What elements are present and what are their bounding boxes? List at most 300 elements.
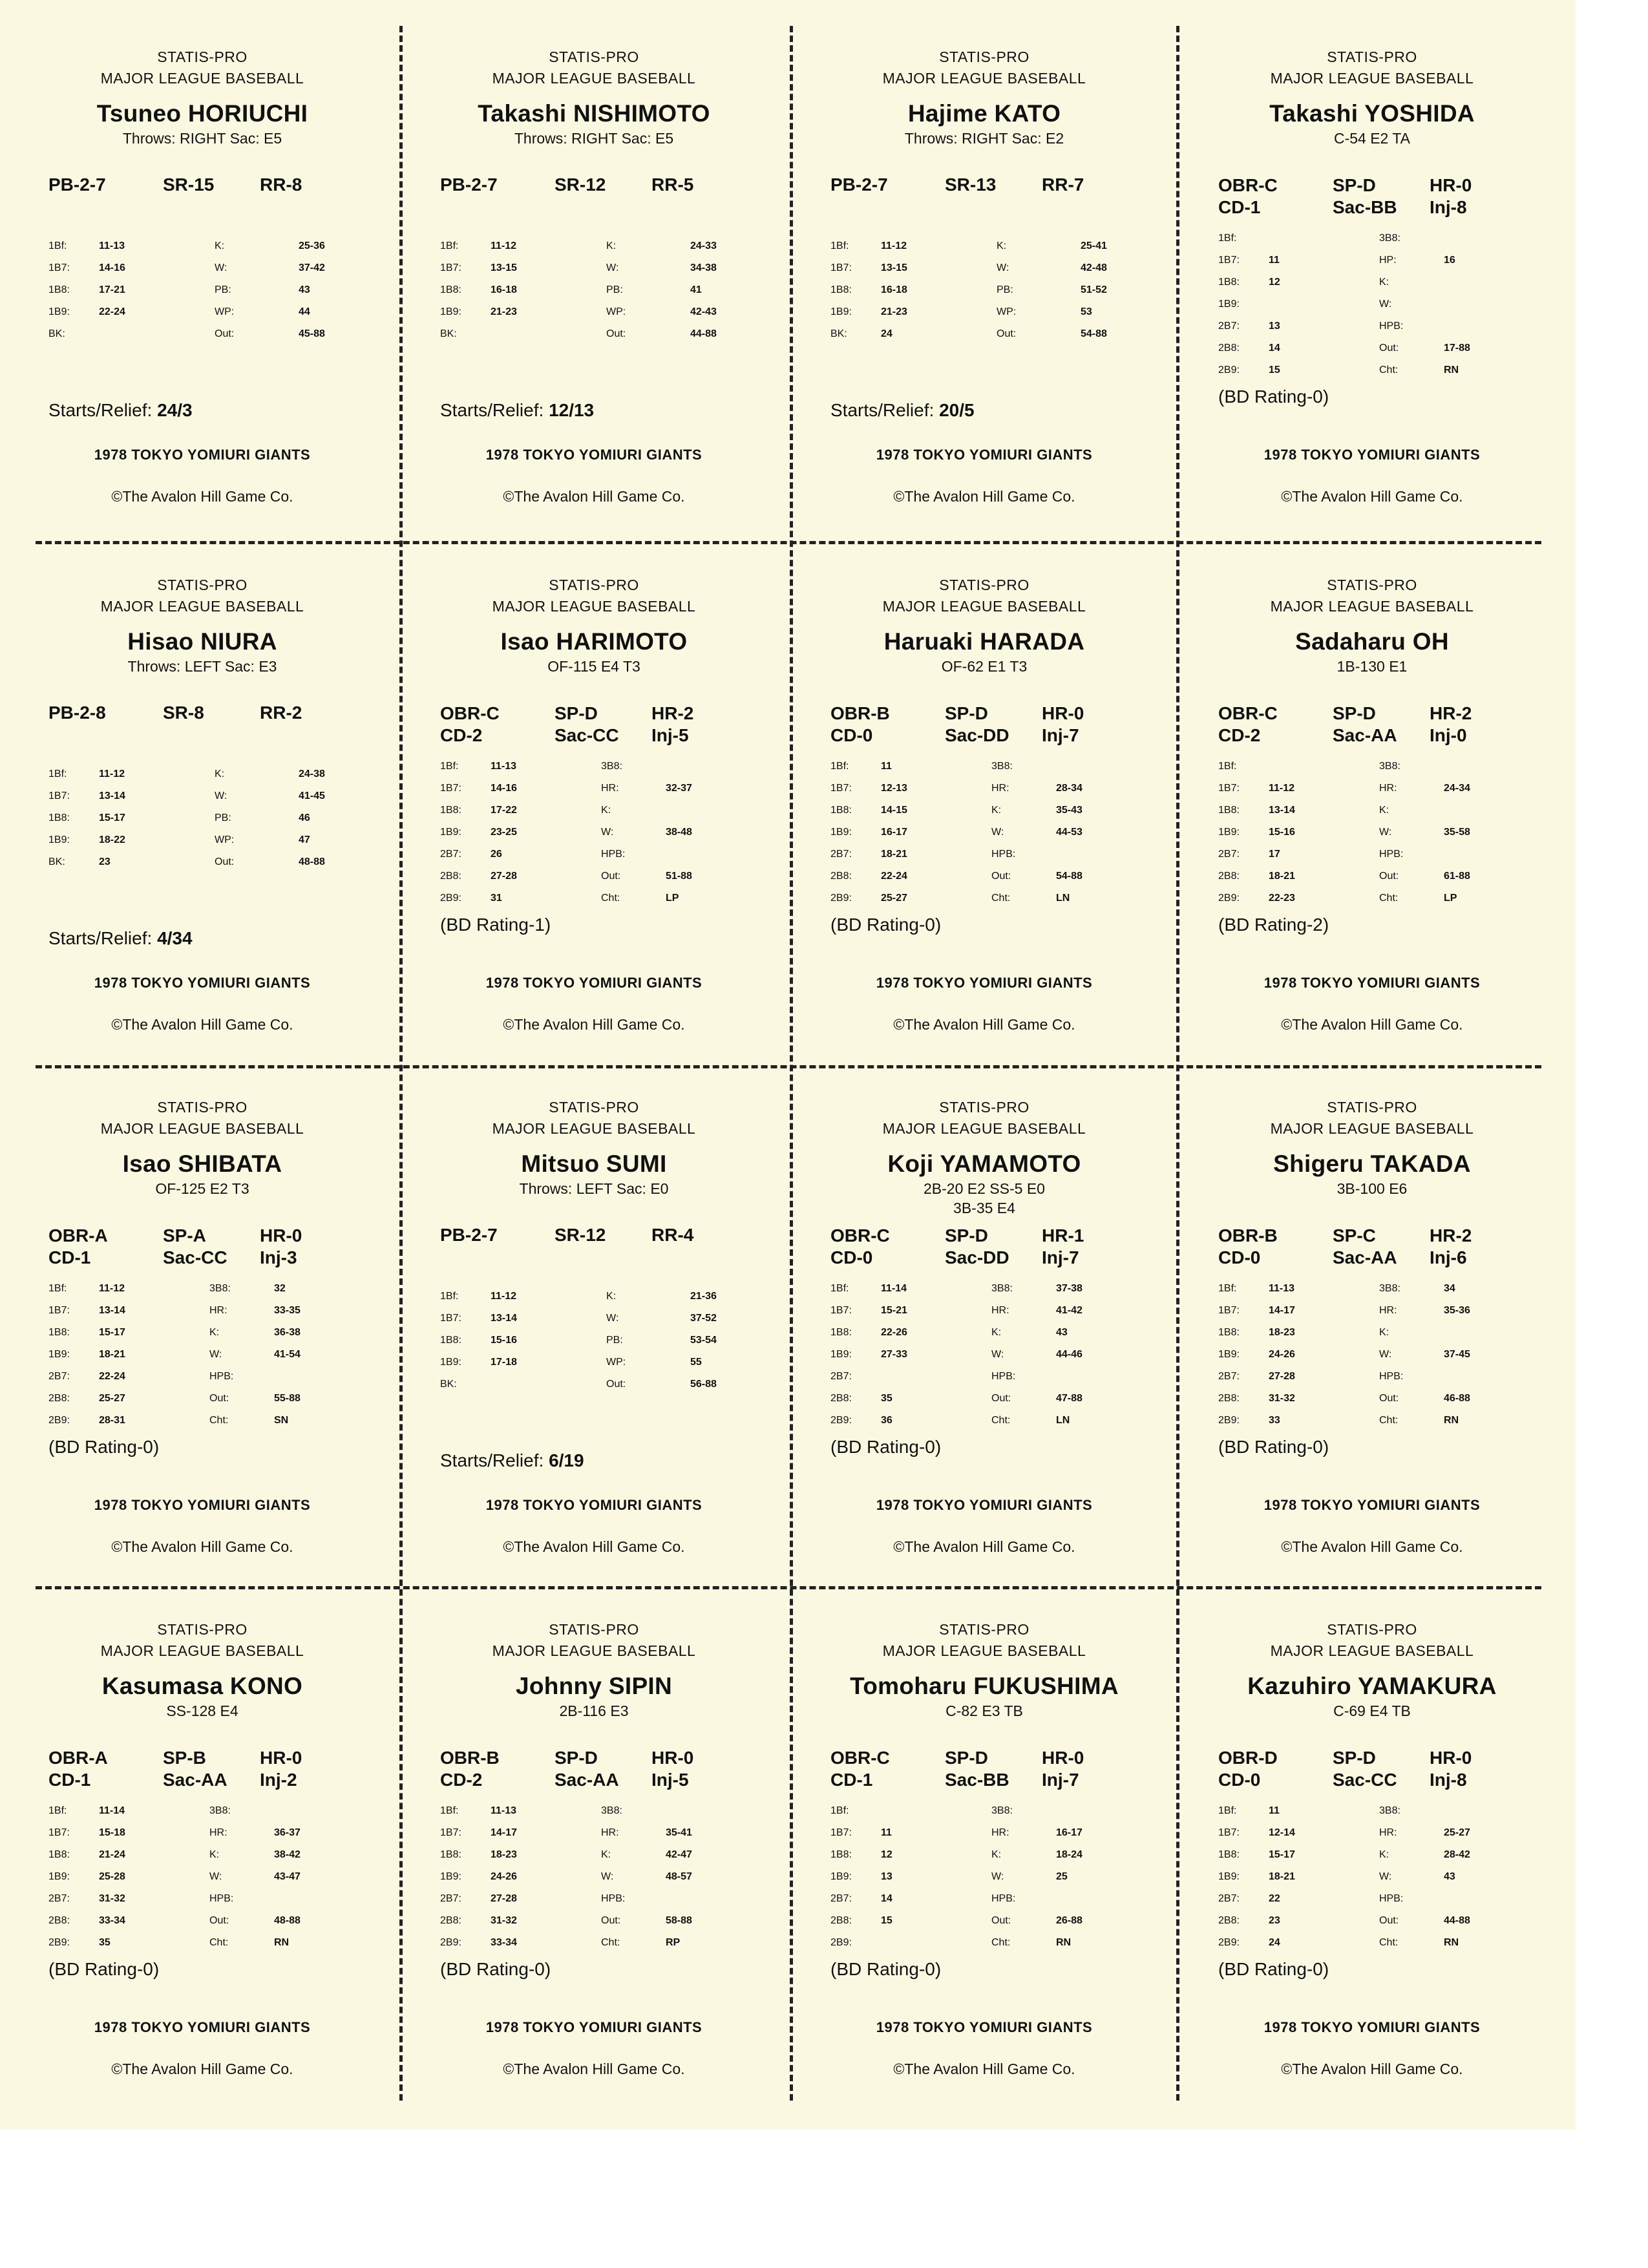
player-card	[1178, 1582, 1567, 2112]
dice-row-left-label: 1Bf:	[830, 1283, 849, 1294]
bd-rating: (BD Rating-0)	[440, 1959, 551, 1979]
inj-rating: Inj-7	[1042, 725, 1079, 745]
player-name: Takashi NISHIMOTO	[478, 100, 710, 127]
cd-rating: CD-1	[48, 1770, 91, 1790]
dice-row-left-value: 35	[99, 1937, 111, 1948]
dice-row-left-label: 2B8:	[440, 871, 461, 882]
dice-row-right-value: 43	[1444, 1871, 1455, 1882]
dice-row-right-label: Cht:	[1379, 365, 1399, 376]
sp-rating: SP-A	[163, 1225, 206, 1245]
dice-row-right-value: 55	[690, 1357, 702, 1368]
dice-row-left	[440, 284, 517, 306]
sp-rating: SP-D	[945, 703, 988, 723]
dice-row-right-label: W:	[606, 1313, 619, 1324]
dice-row-left-label: 2B9:	[830, 893, 852, 904]
dice-row-left	[440, 1915, 517, 1937]
dice-row-right-label: Out:	[1379, 1393, 1399, 1404]
sp-rating: SP-D	[1333, 703, 1376, 723]
dice-row-left-label: 2B8:	[1218, 1393, 1240, 1404]
copyright-notice: ©The Avalon Hill Game Co.	[1281, 1538, 1463, 1555]
dice-row-right-value: 32-37	[666, 783, 692, 794]
dice-row-left-label: 2B8:	[830, 1915, 852, 1926]
card-header-league: MAJOR LEAGUE BASEBALL	[492, 1642, 696, 1659]
dice-row-left	[48, 1915, 125, 1937]
dice-row-left-label: 1B7:	[440, 1313, 461, 1324]
dice-row-left	[48, 1937, 111, 1959]
dice-row-left	[1218, 1327, 1295, 1349]
dice-row-left-value: 21-24	[99, 1849, 125, 1860]
team-name: 1978 TOKYO YOMIURI GIANTS	[94, 447, 311, 463]
dice-row-right	[601, 1937, 681, 1959]
dice-row-right-label: K:	[215, 240, 225, 251]
dice-row-right-label: Cht:	[601, 1937, 620, 1948]
dice-row-left-label: 1B7:	[1218, 783, 1240, 794]
dice-row-right-label: 3B8:	[1379, 233, 1400, 244]
sp-rating: SP-D	[945, 1225, 988, 1245]
rr-rating: RR-8	[260, 175, 302, 195]
dice-row-right	[991, 1915, 1083, 1937]
dice-row-left-label: 1B9:	[48, 834, 70, 845]
player-position-line: 3B-100 E6	[1336, 1180, 1408, 1197]
dice-row-right	[991, 1349, 1083, 1371]
dice-row-left	[830, 1327, 907, 1349]
dice-row-left-value: 13-14	[491, 1313, 517, 1324]
dice-row-right	[601, 1849, 692, 1871]
sr-rating: SR-12	[555, 1225, 606, 1245]
dice-row-left	[830, 1415, 893, 1437]
dice-row-right-label: K:	[606, 1291, 617, 1302]
dice-row-right-value: 35-43	[1056, 805, 1083, 816]
dice-row-right-value: 44-88	[1444, 1915, 1470, 1926]
dice-row-left	[440, 827, 517, 849]
dice-row-left	[440, 240, 517, 262]
dice-row-right-value: 36-38	[274, 1327, 301, 1338]
dice-row-right-label: Out:	[606, 328, 626, 339]
copyright-notice: ©The Avalon Hill Game Co.	[503, 1538, 685, 1555]
dice-row-left-label: 2B9:	[1218, 1415, 1240, 1426]
dice-row-left-value: 13	[881, 1871, 893, 1882]
dice-row-left-value: 28-31	[99, 1415, 125, 1426]
bd-rating: (BD Rating-1)	[440, 915, 551, 935]
dice-row-left	[48, 328, 65, 350]
batter-ratings-1	[1178, 1748, 1567, 1770]
dice-row-right-value: 44-53	[1056, 827, 1083, 838]
dice-row-left	[1218, 1915, 1280, 1937]
dice-row-right-label: HPB:	[991, 1893, 1016, 1904]
player-card	[790, 10, 1179, 540]
dice-row-right	[209, 1827, 301, 1849]
dice-row-left	[48, 1349, 125, 1371]
dice-row-left-value: 27-28	[1269, 1371, 1295, 1382]
dice-row-left	[440, 871, 517, 893]
dice-row-right-label: Out:	[606, 1379, 626, 1390]
dice-row-left-value: 25-27	[881, 893, 907, 904]
dice-row-right-value: 41-54	[274, 1349, 301, 1360]
dice-row-right-value: 58-88	[666, 1915, 692, 1926]
dice-row-right-label: K:	[1379, 805, 1389, 816]
dice-row-right-value: 28-42	[1444, 1849, 1470, 1860]
dice-row-left-label: 2B7:	[48, 1893, 70, 1904]
dice-row-right-label: 3B8:	[991, 761, 1013, 772]
dice-row-right	[1379, 761, 1400, 783]
dice-row-left-value: 27-28	[491, 1893, 517, 1904]
dice-row-left	[48, 1393, 125, 1415]
bd-rating: (BD Rating-0)	[48, 1959, 160, 1979]
dice-row-left-label: 1B8:	[830, 805, 852, 816]
dice-row-left-value: 33	[1269, 1415, 1280, 1426]
dice-row-right	[997, 328, 1107, 350]
dice-row-left-label: 1B8:	[48, 284, 70, 295]
player-position-line-2: 3B-35 E4	[953, 1200, 1015, 1216]
dice-row-left	[48, 306, 125, 328]
dice-row-right-label: 3B8:	[1379, 1283, 1400, 1294]
dice-row-right-value: 55-88	[274, 1393, 301, 1404]
dice-row-left	[1218, 1393, 1295, 1415]
dice-row-left	[440, 1849, 517, 1871]
dice-row-right	[601, 1827, 692, 1849]
batter-ratings-2	[790, 1770, 1179, 1792]
dice-row-left	[1218, 277, 1280, 299]
dice-row-left	[440, 1335, 517, 1357]
starts-relief-value: 12/13	[549, 400, 595, 420]
sp-rating: SP-C	[1333, 1225, 1376, 1245]
dice-row-left-label: 1B9:	[830, 306, 852, 317]
dice-row-left-label: 2B8:	[1218, 343, 1240, 354]
dice-row-left-value: 17-21	[99, 284, 125, 295]
dice-row-left	[830, 1371, 852, 1393]
dice-row-right	[991, 1827, 1083, 1849]
dice-row-right-label: Cht:	[209, 1937, 229, 1948]
dice-row-right-label: HR:	[1379, 1305, 1397, 1316]
dice-row-right-value: LN	[1056, 893, 1070, 904]
dice-row-left-label: 2B7:	[830, 1371, 852, 1382]
dice-row-left-value: 11-12	[1269, 783, 1295, 794]
dice-row-right-label: K:	[1379, 1327, 1389, 1338]
bd-rating: (BD Rating-0)	[830, 1437, 942, 1457]
dice-row-left-label: 2B9:	[440, 1937, 461, 1948]
dice-row-left-label: 1B9:	[830, 827, 852, 838]
player-name: Isao HARIMOTO	[500, 628, 688, 655]
sac-rating: Sac-BB	[945, 1770, 1009, 1790]
dice-row-right	[601, 871, 692, 893]
dice-row-left	[830, 1805, 849, 1827]
dice-row-right-value: 48-88	[299, 856, 325, 867]
dice-row-left	[1218, 1827, 1295, 1849]
dice-row-left	[48, 1893, 125, 1915]
dice-row-left-value: 11-13	[99, 240, 125, 251]
dice-row-right-label: HR:	[991, 1827, 1009, 1838]
dice-row-right	[991, 871, 1083, 893]
dice-row-right-label: 3B8:	[991, 1283, 1013, 1294]
dice-row-left-label: 1B9:	[48, 1871, 70, 1882]
dice-row-left-value: 18-23	[1269, 1327, 1295, 1338]
hr-rating: HR-0	[1042, 703, 1084, 723]
dice-row-left	[48, 856, 111, 878]
dice-row-right	[1379, 255, 1455, 277]
dice-row-right	[991, 1415, 1070, 1437]
dice-row-left-value: 33-34	[491, 1937, 517, 1948]
dice-row-left-label: 1Bf:	[1218, 233, 1237, 244]
sp-rating: SP-D	[555, 1748, 598, 1768]
dice-row-left	[830, 871, 907, 893]
dice-row-left	[48, 1849, 125, 1871]
sac-rating: Sac-AA	[163, 1770, 227, 1790]
dice-row-left-label: 1B9:	[440, 1357, 461, 1368]
dice-row-right-label: HR:	[991, 783, 1009, 794]
dice-row-left-label: 1B7:	[830, 1305, 852, 1316]
dice-row-right-label: HPB:	[991, 849, 1016, 860]
dice-row-right	[606, 1313, 717, 1335]
batter-ratings-1	[1178, 703, 1567, 725]
dice-row-right-label: Out:	[1379, 343, 1399, 354]
dice-row-right	[997, 240, 1107, 262]
dice-row-left-label: 1B8:	[830, 1327, 852, 1338]
copyright-notice: ©The Avalon Hill Game Co.	[503, 488, 685, 505]
dice-row-right-value: RP	[666, 1937, 681, 1948]
obr-rating: OBR-C	[440, 703, 500, 723]
cd-rating: CD-2	[440, 725, 483, 745]
dice-row-right-label: HR:	[601, 1827, 619, 1838]
dice-row-left	[440, 805, 517, 827]
dice-row-right-value: SN	[274, 1415, 289, 1426]
player-name: Isao SHIBATA	[122, 1150, 282, 1177]
dice-row-right	[215, 834, 310, 856]
dice-row-right-label: Out:	[209, 1393, 229, 1404]
dice-row-right-label: K:	[601, 805, 611, 816]
dice-row-right	[1379, 343, 1470, 365]
dice-row-left-label: 1B9:	[1218, 299, 1240, 310]
dice-row-right	[606, 1357, 702, 1379]
dice-row-left-value: 15	[881, 1915, 893, 1926]
dice-row-left-label: 1B8:	[1218, 1327, 1240, 1338]
dice-row-right-value: 46	[299, 812, 310, 823]
dice-row-right-value: 47	[299, 834, 310, 845]
dice-row-left-label: 1B9:	[1218, 1349, 1240, 1360]
player-name: Takashi YOSHIDA	[1269, 100, 1475, 127]
dice-row-left-value: 27-28	[491, 871, 517, 882]
dice-row-left	[440, 1805, 517, 1827]
batter-ratings-2	[399, 1770, 788, 1792]
dice-row-right-label: Cht:	[991, 893, 1011, 904]
dice-row-right	[601, 1915, 692, 1937]
dice-row-left-label: 2B9:	[48, 1937, 70, 1948]
dice-row-right	[215, 284, 310, 306]
dice-row-right-label: Out:	[601, 1915, 621, 1926]
dice-row-right-label: K:	[601, 1849, 611, 1860]
dice-row-left-value: 14	[881, 1893, 893, 1904]
pb-rating: PB-2-7	[830, 175, 888, 195]
dice-row-left-value: 13-15	[491, 262, 517, 273]
starts-relief-value: 4/34	[157, 928, 193, 948]
player-position-line: Throws: RIGHT Sac: E5	[122, 130, 282, 147]
card-header-league: MAJOR LEAGUE BASEBALL	[1270, 598, 1474, 615]
dice-row-right-label: K:	[1379, 1849, 1389, 1860]
dice-row-right	[209, 1393, 301, 1415]
dice-row-left-value: 17-18	[491, 1357, 517, 1368]
dice-row-right-label: Out:	[601, 871, 621, 882]
dice-row-right	[1379, 365, 1459, 387]
dice-row-right	[1379, 1827, 1470, 1849]
dice-row-left-label: 2B8:	[48, 1393, 70, 1404]
starts-relief-value: 20/5	[939, 400, 975, 420]
dice-row-right	[215, 262, 325, 284]
dice-row-right-value: 37-38	[1056, 1283, 1083, 1294]
dice-row-right-value: 25-41	[1081, 240, 1107, 251]
dice-row-right	[601, 783, 692, 805]
dice-row-left-label: 1B7:	[830, 1827, 852, 1838]
dice-row-left-value: 12	[1269, 277, 1280, 288]
dice-row-right	[991, 1805, 1013, 1827]
card-header-league: MAJOR LEAGUE BASEBALL	[1270, 1120, 1474, 1137]
dice-row-right-label: W:	[1379, 827, 1392, 838]
dice-row-right	[991, 1283, 1083, 1305]
batter-ratings-1	[8, 1748, 397, 1770]
dice-row-left-label: 1B7:	[48, 262, 70, 273]
dice-row-right-value: 38-42	[274, 1849, 301, 1860]
dice-row-left-label: 2B8:	[830, 871, 852, 882]
dice-row-right-value: 17-88	[1444, 343, 1470, 354]
dice-row-left-label: 1Bf:	[1218, 1283, 1237, 1294]
player-name: Sadaharu OH	[1295, 628, 1449, 655]
dice-row-right-value: 35-41	[666, 1827, 692, 1838]
dice-row-left-label: 1B9:	[830, 1871, 852, 1882]
dice-row-right-label: WP:	[997, 306, 1017, 317]
bd-rating: (BD Rating-0)	[1218, 387, 1329, 407]
dice-row-left-label: 1Bf:	[48, 1283, 67, 1294]
copyright-notice: ©The Avalon Hill Game Co.	[893, 1538, 1075, 1555]
sr-rating: SR-15	[163, 175, 215, 195]
hr-rating: HR-0	[260, 1225, 302, 1245]
dice-row-left-value: 26	[491, 849, 502, 860]
player-position-line: Throws: RIGHT Sac: E2	[904, 130, 1064, 147]
dice-row-right-label: Cht:	[991, 1415, 1011, 1426]
dice-row-left-value: 23	[99, 856, 111, 867]
dice-row-left-label: 2B7:	[48, 1371, 70, 1382]
dice-row-right-value: 54-88	[1081, 328, 1107, 339]
dice-row-left-value: 31	[491, 893, 502, 904]
pb-rating: PB-2-7	[440, 1225, 498, 1245]
dice-row-right-label: Cht:	[209, 1415, 229, 1426]
hr-rating: HR-2	[1430, 1225, 1472, 1245]
dice-row-left-value: 12	[881, 1849, 893, 1860]
dice-row-right	[991, 805, 1083, 827]
batter-ratings-1	[790, 703, 1179, 725]
dice-row-right-label: HPB:	[601, 1893, 626, 1904]
rr-rating: RR-5	[651, 175, 694, 195]
dice-row-left-label: 1Bf:	[830, 240, 849, 251]
batter-ratings-2	[399, 725, 788, 747]
dice-row-right-value: 42-43	[690, 306, 717, 317]
player-name: Mitsuo SUMI	[521, 1150, 667, 1177]
dice-row-right-label: K:	[997, 240, 1007, 251]
dice-row-left-value: 15-17	[1269, 1849, 1295, 1860]
batter-ratings-1	[1178, 1225, 1567, 1247]
dice-row-left-value: 36	[881, 1415, 893, 1426]
dice-row-left-value: 21-23	[881, 306, 907, 317]
dice-row-left-label: 2B9:	[1218, 893, 1240, 904]
dice-row-right-label: W:	[606, 262, 619, 273]
player-position-line: Throws: LEFT Sac: E0	[519, 1180, 669, 1197]
dice-row-left-label: 1Bf:	[1218, 761, 1237, 772]
dice-row-left	[830, 284, 907, 306]
dice-row-right	[209, 1915, 301, 1937]
dice-row-right	[215, 768, 325, 790]
dice-row-left	[48, 1827, 125, 1849]
dice-row-left-label: 1B7:	[830, 783, 852, 794]
starts-relief-label: Starts/Relief:	[830, 400, 940, 420]
dice-row-right-label: HR:	[1379, 1827, 1397, 1838]
dice-row-left-label: BK:	[830, 328, 847, 339]
dice-row-right	[209, 1937, 290, 1959]
dice-row-left-value: 22-26	[881, 1327, 907, 1338]
dice-row-right	[601, 805, 611, 827]
player-card	[1178, 10, 1567, 540]
dice-row-right-value: 53	[1081, 306, 1092, 317]
dice-row-left-value: 33-34	[99, 1915, 125, 1926]
dice-row-left	[830, 1283, 907, 1305]
dice-row-right-label: Out:	[1379, 871, 1399, 882]
dice-row-right	[209, 1349, 301, 1371]
dice-row-right	[1379, 233, 1400, 255]
card-header-brand: STATIS-PRO	[939, 577, 1030, 593]
dice-row-left-label: 2B9:	[440, 893, 461, 904]
dice-row-left	[440, 1313, 517, 1335]
dice-row-right-label: W:	[209, 1349, 222, 1360]
bd-rating: (BD Rating-0)	[1218, 1437, 1329, 1457]
obr-rating: OBR-A	[48, 1225, 108, 1245]
inj-rating: Inj-0	[1430, 725, 1467, 745]
dice-row-left	[830, 328, 893, 350]
dice-row-right	[1379, 1371, 1403, 1393]
dice-row-left	[440, 328, 457, 350]
card-header-brand: STATIS-PRO	[157, 1621, 248, 1638]
dice-row-left-label: 1B7:	[1218, 1305, 1240, 1316]
starts-relief-value: 24/3	[157, 400, 193, 420]
dice-row-right	[1379, 321, 1403, 343]
dice-row-right-label: HPB:	[1379, 321, 1404, 332]
obr-rating: OBR-C	[1218, 703, 1278, 723]
dice-row-right	[1379, 849, 1403, 871]
hr-rating: HR-0	[1430, 1748, 1472, 1768]
dice-row-right-value: 37-45	[1444, 1349, 1470, 1360]
team-name: 1978 TOKYO YOMIURI GIANTS	[1263, 447, 1481, 463]
dice-row-right	[209, 1893, 233, 1915]
dice-row-right-value: 44-46	[1056, 1349, 1083, 1360]
card-header-league: MAJOR LEAGUE BASEBALL	[100, 1120, 304, 1137]
dice-row-right-label: Cht:	[991, 1937, 1011, 1948]
dice-row-right	[1379, 1327, 1389, 1349]
batter-ratings-1	[790, 1748, 1179, 1770]
dice-row-left	[48, 1371, 125, 1393]
dice-row-right-value: 32	[274, 1283, 286, 1294]
dice-row-right-label: Out:	[991, 871, 1011, 882]
dice-row-right	[1379, 1871, 1455, 1893]
dice-row-left-value: 14-16	[491, 783, 517, 794]
card-header-league: MAJOR LEAGUE BASEBALL	[100, 70, 304, 87]
team-name: 1978 TOKYO YOMIURI GIANTS	[485, 1497, 703, 1513]
dice-row-left-label: 1B8:	[830, 1849, 852, 1860]
player-position-line: C-82 E3 TB	[945, 1702, 1023, 1719]
dice-row-right	[991, 827, 1083, 849]
dice-row-right	[991, 1849, 1083, 1871]
dice-row-left-label: 2B7:	[440, 849, 461, 860]
dice-row-right-label: Out:	[991, 1915, 1011, 1926]
player-position-line: OF-125 E2 T3	[155, 1180, 249, 1197]
card-header-brand: STATIS-PRO	[1327, 577, 1417, 593]
player-card	[1178, 538, 1567, 1068]
hr-rating: HR-0	[260, 1748, 302, 1768]
copyright-notice: ©The Avalon Hill Game Co.	[111, 2061, 293, 2077]
